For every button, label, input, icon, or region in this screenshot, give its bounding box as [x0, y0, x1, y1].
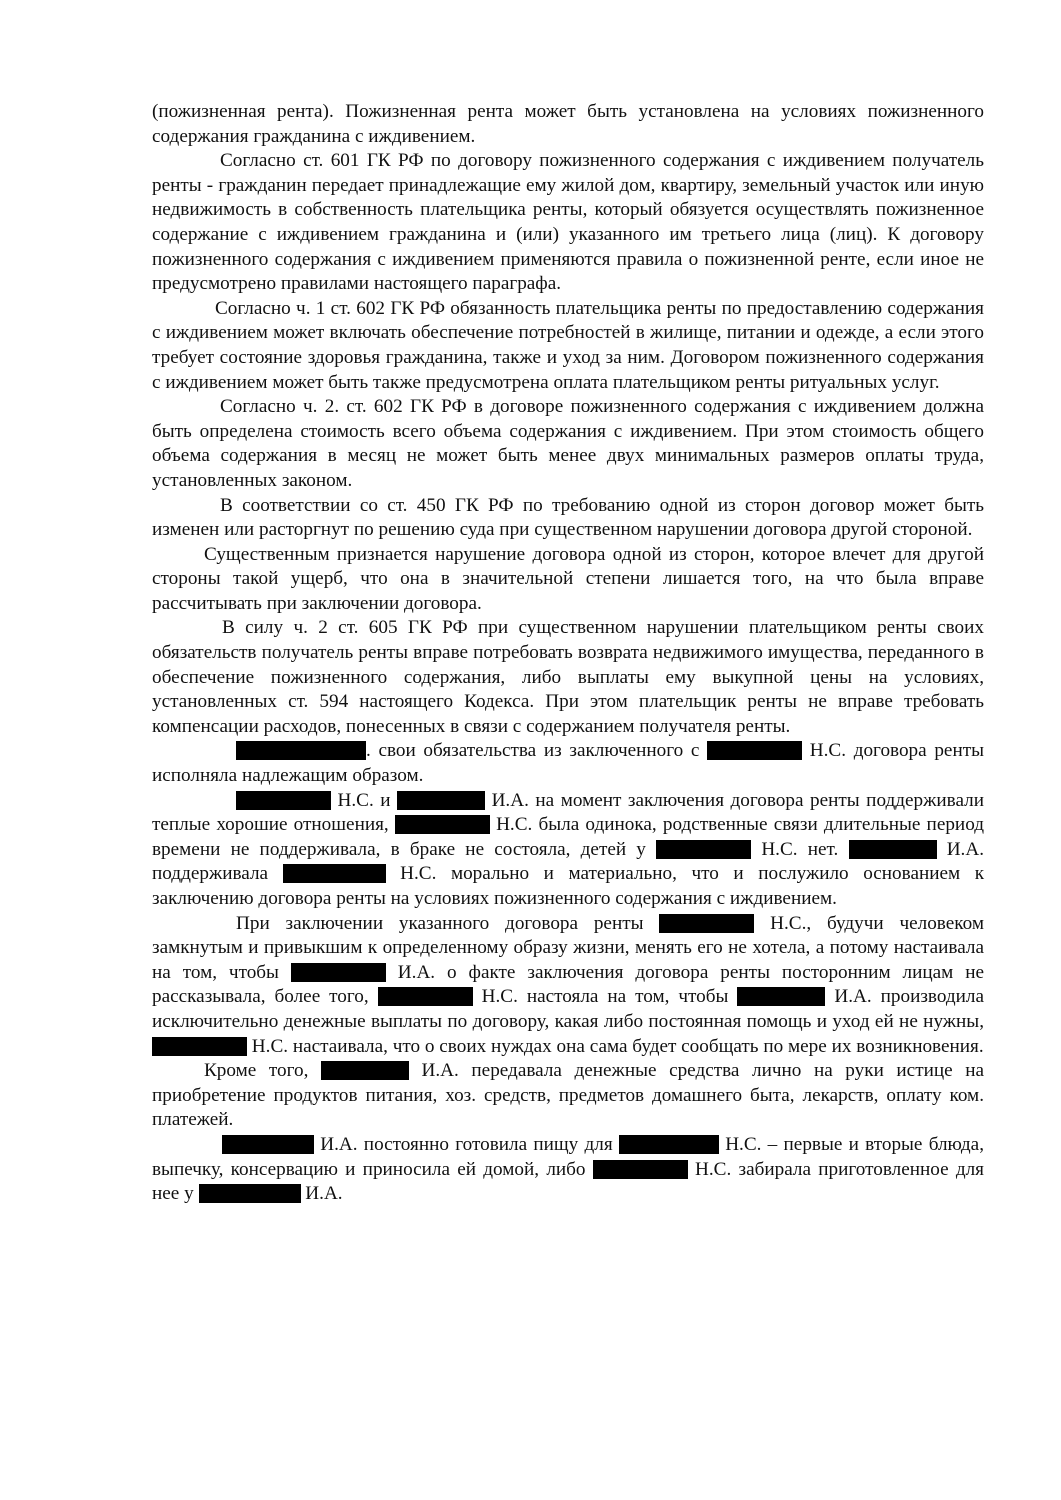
text-run: Н.С. нет. — [761, 838, 839, 860]
redaction-bar — [593, 1160, 688, 1179]
text-run: Н.С. договора ренты исполняла надлежащим образом. — [152, 740, 984, 787]
text-run: При заключении указанного договора ренты — [236, 912, 644, 934]
paragraph-9 — [152, 789, 984, 912]
redaction-bar — [395, 815, 490, 834]
redaction-bar — [656, 840, 751, 859]
text-run: И.А. поддерживала — [152, 838, 985, 885]
paragraph-8 — [152, 739, 984, 788]
paragraph-12 — [152, 1133, 984, 1207]
redaction-bar — [397, 791, 485, 810]
text-run: Н.С. настаивала, что о своих нуждах она сама будет сообщать по мере их возникновения. — [251, 1035, 984, 1057]
text-run: И.А. на момент заключения договора ренты поддерживали теплые хорошие отношения, — [152, 789, 984, 836]
redaction-bar — [619, 1135, 719, 1154]
text-run: Н.С. морально и материально, что и послужило основанием к заключению договора ренты на условиях пожизненного содержания с иждивением. — [152, 863, 985, 909]
redaction-bar — [321, 1061, 409, 1080]
redaction-bar — [199, 1184, 301, 1203]
redaction-bar — [378, 987, 473, 1006]
paragraph-4: Согласно ч. 2. ст. 602 ГК РФ в договоре пожизненного содержания с иждивением должна быть определена стоимость всего объема содержания с иждивением. При этом стоимость общего объема содержания в месяц не может быть менее двух минимальных размеров оплаты труда, установленных законом. — [152, 396, 984, 491]
paragraph-10 — [152, 912, 984, 1060]
paragraph-1: (пожизненная рента). Пожизненная рента может быть установлена на условиях пожизненного содержания гражданина с иждивением. — [152, 101, 984, 147]
paragraph-6: Существенным признается нарушение договора одной из сторон, которое влечет для другой стороны такой ущерб, что она в значительной степени лишается того, на что была вправе рассчитывать при заключении договора. — [152, 543, 984, 614]
redaction-bar — [291, 963, 386, 982]
redaction-bar — [152, 1037, 247, 1056]
redaction-bar — [236, 791, 331, 810]
redaction-bar — [659, 914, 754, 933]
document-body — [152, 100, 984, 1207]
redaction-bar — [222, 1135, 314, 1154]
paragraph-2: Согласно ст. 601 ГК РФ по договору пожизненного содержания с иждивением получатель ренты - гражданин передает принадлежащие ему жилой дом, квартиру, земельный участок или иную недвижимость в собственность плательщика ренты, который обязуется осуществлять пожизненное содержание с иждивением гражданина и (или) указанного им третьего лица (лиц). К договору пожизненного содержания с иждивением применяются правила о пожизненной ренте, если иное не предусмотрено правилами настоящего параграфа. — [152, 150, 984, 295]
paragraph-7: В силу ч. 2 ст. 605 ГК РФ при существенном нарушении плательщиком ренты своих обязательств получатель ренты вправе потребовать возврата недвижимого имущества, переданного в обеспечение пожизненного содержания, либо выплаты ему выкупной цены на условиях, установленных ст. 594 настоящего Кодекса. При этом плательщик ренты не вправе требовать компенсации расходов, понесенных в связи с содержанием получателя ренты. — [152, 617, 984, 737]
text-run: И.А. о факте заключения договора ренты посторонним лицам не рассказывала, более того, — [152, 961, 984, 1008]
redaction-bar — [283, 864, 386, 883]
redaction-bar — [737, 987, 825, 1006]
paragraph-3: Согласно ч. 1 ст. 602 ГК РФ обязанность плательщика ренты по предоставлению содержания с иждивением может включать обеспечение потребностей в жилище, питании и одежде, а если этого требует состояние здоровья гражданина, также и уход за ним. Договором пожизненного содержания с иждивением может быть также предусмотрена оплата плательщиком ренты ритуальных услуг. — [152, 297, 984, 393]
text-run: . свои обязательства из заключенного с — [366, 740, 700, 762]
text-run: Кроме того, — [204, 1060, 309, 1082]
text-run: И.А. — [305, 1183, 343, 1205]
redaction-bar — [707, 741, 802, 760]
text-run: Н.С., будучи человеком замкнутым и привыкшим к определенному образу жизни, менять его не хотела, а потому настаивала на том, чтобы — [152, 912, 984, 983]
paragraph-11 — [152, 1059, 984, 1133]
text-run: И.А. производила исключительно денежные выплаты по договору, какая либо постоянная помощь и уход ей не нужны, — [152, 986, 985, 1032]
text-run: И.А. постоянно готовила пищу для — [320, 1133, 613, 1155]
redaction-bar — [849, 840, 937, 859]
text-run: Н.С. забирала приготовленное для нее у — [152, 1158, 985, 1205]
redaction-bar — [236, 741, 366, 760]
text-run: Н.С. настояла на том, чтобы — [481, 986, 729, 1008]
text-run: Н.С. – первые и вторые блюда, выпечку, консервацию и приносила ей домой, либо — [152, 1133, 984, 1180]
text-run: Н.С. и — [337, 789, 391, 811]
text-run: И.А. передавала денежные средства лично на руки истице на приобретение продуктов питания, хоз. средств, предметов домашнего быта, лекарств, оплату ком. платежей. — [152, 1060, 984, 1131]
text-run: Н.С. была одинока, родственные связи длительные период времени не поддерживала, в браке не состояла, детей у — [152, 814, 985, 860]
paragraph-5: В соответствии со ст. 450 ГК РФ по требованию одной из сторон договор может быть изменен или расторгнут по решению суда при существенном нарушении договора другой стороной. — [152, 494, 984, 541]
